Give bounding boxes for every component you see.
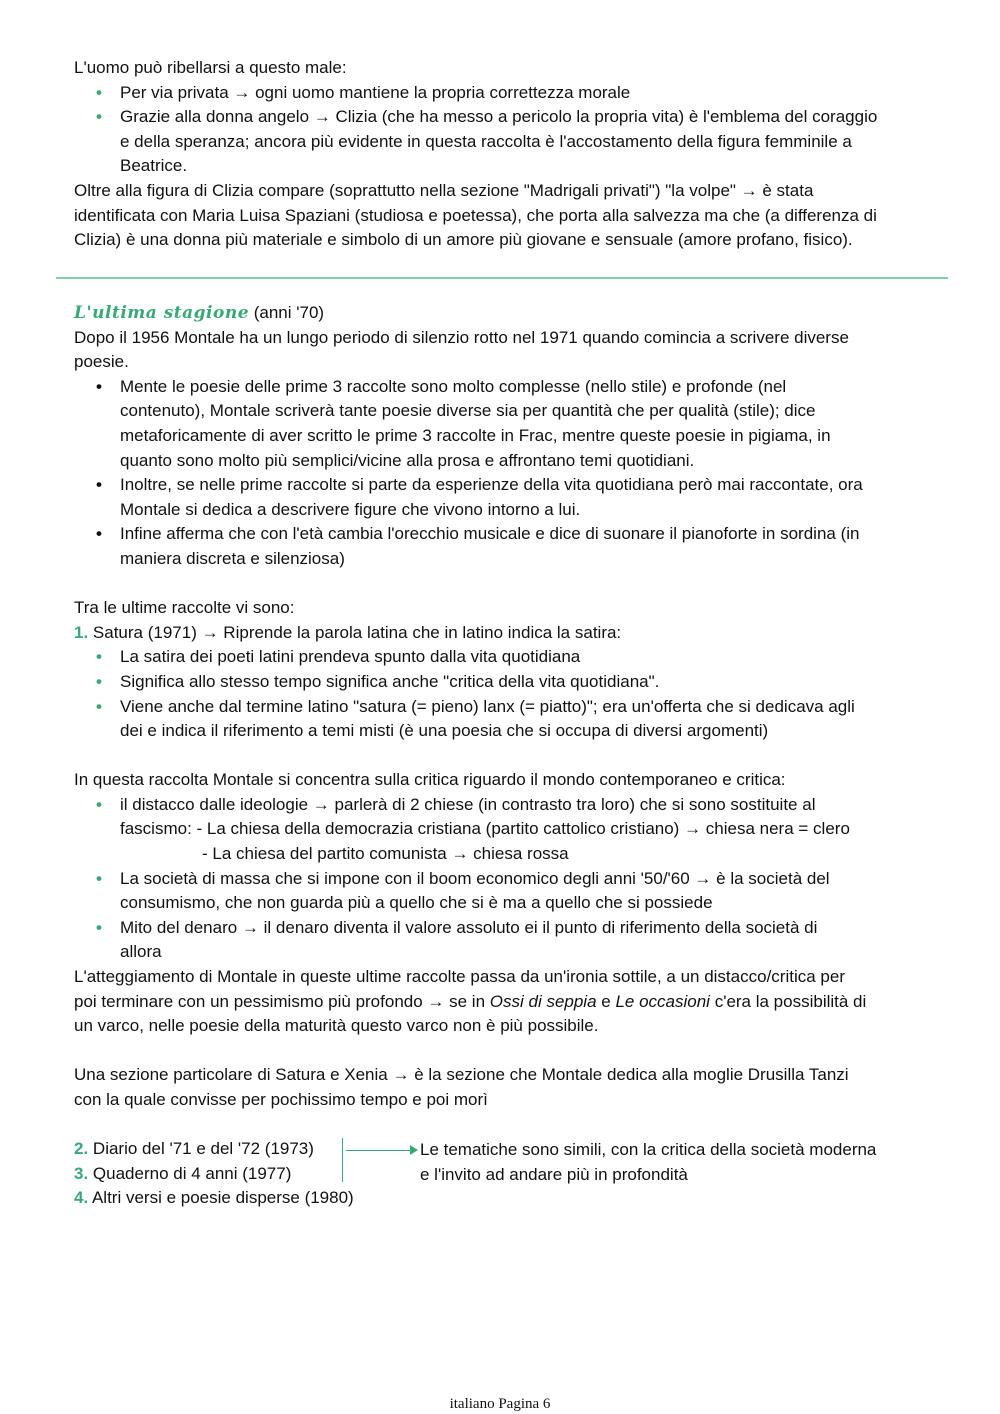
bullet-icon: • (96, 82, 102, 102)
paragraph-line: Clizia) è una donna più materiale e simbolo di un amore più giovane e sensuale (amore profano, fisico). (74, 230, 853, 250)
list-item-text: quanto sono molto più semplici/vicine alla prosa e affrontano temi quotidiani. (120, 450, 695, 470)
bullet-icon: • (96, 107, 102, 127)
list-item (74, 522, 954, 571)
list-item-text: Beatrice. (120, 156, 188, 176)
list-item-text: Montale si dedica a descrivere figure che vivono intorno a lui. (120, 499, 581, 519)
item-text: Diario del '71 e del '72 (1973) (88, 1139, 314, 1159)
book-title: Le occasioni (615, 991, 710, 1011)
item-number: 3. (74, 1163, 89, 1183)
bullet-icon: • (96, 671, 102, 691)
bullet-icon: • (96, 647, 102, 667)
bullet-icon: • (96, 475, 102, 495)
paragraph-line: identificata con Maria Luisa Spaziani (studiosa e poetessa), che porta alla salvezza ma che (a differenza di (74, 205, 877, 225)
list-item-text: Viene anche dal termine latino "satura (= pieno) lanx (= piatto)"; era un'offerta che si dedicava agli (120, 696, 855, 716)
paragraph-intro: L'uomo può ribellarsi a questo male: (74, 58, 347, 77)
paragraph-line: un varco, nelle poesie della maturità questo varco non è più possibile. (74, 1016, 599, 1036)
text-run: poi terminare con un pessimismo più profondo → se in (74, 991, 490, 1011)
list-item-text: Significa allo stesso tempo significa anche "critica della vita quotidiana". (120, 671, 660, 691)
arrow-right-icon (410, 1145, 418, 1155)
list-item-text: La satira dei poeti latini prendeva spunto dalla vita quotidiana (120, 647, 581, 667)
list-item-text: metaforicamente di aver scritto le prime 3 raccolte in Frac, mentre queste poesie in pigiama, in (120, 425, 831, 445)
section-title: L'ultima stagione (74, 303, 250, 323)
list-item (74, 645, 954, 670)
text-run: e (596, 991, 616, 1011)
paragraph-line: poesie. (74, 352, 129, 372)
bullet-icon: • (96, 524, 102, 544)
bullet-icon: • (96, 794, 102, 814)
note-line: e l'invito ad andare più in profondità (420, 1164, 688, 1184)
list-item-text: maniera discreta e silenziosa) (120, 548, 345, 568)
bullet-icon: • (96, 376, 102, 396)
bracket-line (342, 1138, 343, 1182)
list-item (74, 473, 954, 522)
paragraph-line: Dopo il 1956 Montale ha un lungo periodo di silenzio rotto nel 1971 quando comincia a scrivere diverse (74, 327, 849, 347)
paragraph-line: Oltre alla figura di Clizia compare (soprattutto nella sezione "Madrigali privati") "la volpe" → è stata (74, 180, 814, 200)
list-item-text: Mente le poesie delle prime 3 raccolte sono molto complesse (nello stile) e profonde (nel (120, 376, 787, 396)
paragraph-line: L'atteggiamento di Montale in queste ultime raccolte passa da un'ironia sottile, a un distacco/critica per (74, 967, 845, 987)
list-item-text: - La chiesa del partito comunista → chiesa rossa (202, 844, 569, 864)
list-item-text: Per via privata → ogni uomo mantiene la propria correttezza morale (120, 82, 631, 102)
paragraph-line: Una sezione particolare di Satura e Xenia → è la sezione che Montale dedica alla moglie Drusilla Tanzi (74, 1065, 849, 1085)
list-item-text: Grazie alla donna angelo → Clizia (che ha messo a pericolo la propria vita) è l'emblema del coraggio (120, 107, 878, 127)
paragraph-line: Tra le ultime raccolte vi sono: (74, 598, 295, 618)
section-divider (56, 277, 948, 279)
item-text: Satura (1971) → Riprende la parola latina che in latino indica la satira: (88, 622, 622, 642)
book-title: Ossi di seppia (489, 991, 597, 1011)
bullet-icon: • (96, 868, 102, 888)
paragraph-line: con la quale convisse per pochissimo tempo e poi morì (74, 1090, 488, 1109)
list-item-text: il distacco dalle ideologie → parlerà di 2 chiese (in contrasto tra loro) che si sono sostituite al (120, 794, 816, 814)
section-heading (74, 301, 954, 326)
item-text: Quaderno di 4 anni (1977) (88, 1163, 292, 1183)
list-item-text: e della speranza; ancora più evidente in questa raccolta è l'accostamento della figura femminile a (120, 131, 852, 151)
list-item (74, 793, 954, 867)
paragraph-line (74, 990, 954, 1015)
text-run: c'era la possibilità di (709, 991, 867, 1011)
item-text: Altri versi e poesie disperse (1980) (88, 1188, 354, 1208)
list-item-text: Infine afferma che con l'età cambia l'orecchio musicale e dice di suonare il pianoforte in sordina (in (120, 524, 860, 544)
note-line: Le tematiche sono simili, con la critica della società moderna (420, 1140, 877, 1159)
section-clizia (74, 56, 954, 253)
list-item (74, 695, 954, 744)
numbered-item (74, 621, 954, 646)
list-item (74, 105, 954, 179)
numbered-item (74, 1186, 954, 1211)
list-item-text: Mito del denaro → il denaro diventa il valore assoluto ei il punto di riferimento della società di (120, 917, 818, 937)
item-number: 1. (74, 622, 89, 642)
list-item-text: La società di massa che si impone con il boom economico degli anni '50/'60 → è la società del (120, 868, 830, 888)
section-title-suffix: (anni '70) (249, 303, 325, 322)
side-note (420, 1138, 960, 1187)
list-item (74, 916, 954, 965)
list-item-text: consumismo, che non guarda più a quello che si è ma a quello che si possiede (120, 893, 713, 913)
list-item (74, 670, 954, 695)
item-number: 4. (74, 1188, 89, 1208)
list-item (74, 867, 954, 916)
list-item-text: Inoltre, se nelle prime raccolte si parte da esperienze della vita quotidiana però mai raccontate, ora (120, 475, 863, 495)
bullet-icon: • (96, 696, 102, 716)
item-number: 2. (74, 1139, 89, 1159)
list-item-text: contenuto), Montale scriverà tante poesie diverse sia per quantità che per qualità (stile); dice (120, 401, 816, 421)
bullet-icon: • (96, 917, 102, 937)
list-item (74, 81, 954, 106)
list-item-text: allora (120, 942, 162, 962)
list-item (74, 375, 954, 473)
page-footer: italiano Pagina 6 (449, 1396, 551, 1412)
section-ultima-stagione (74, 301, 954, 1211)
list-item-text: fascismo: - La chiesa della democrazia cristiana (partito cattolico cristiano) → chiesa nera = clero (120, 819, 850, 839)
paragraph-line: In questa raccolta Montale si concentra sulla critica riguardo il mondo contemporaneo e critica: (74, 770, 786, 790)
list-item-text: dei e indica il riferimento a temi misti (è una poesia che si occupa di diversi argomenti) (120, 721, 769, 741)
arrow-line (346, 1150, 412, 1151)
